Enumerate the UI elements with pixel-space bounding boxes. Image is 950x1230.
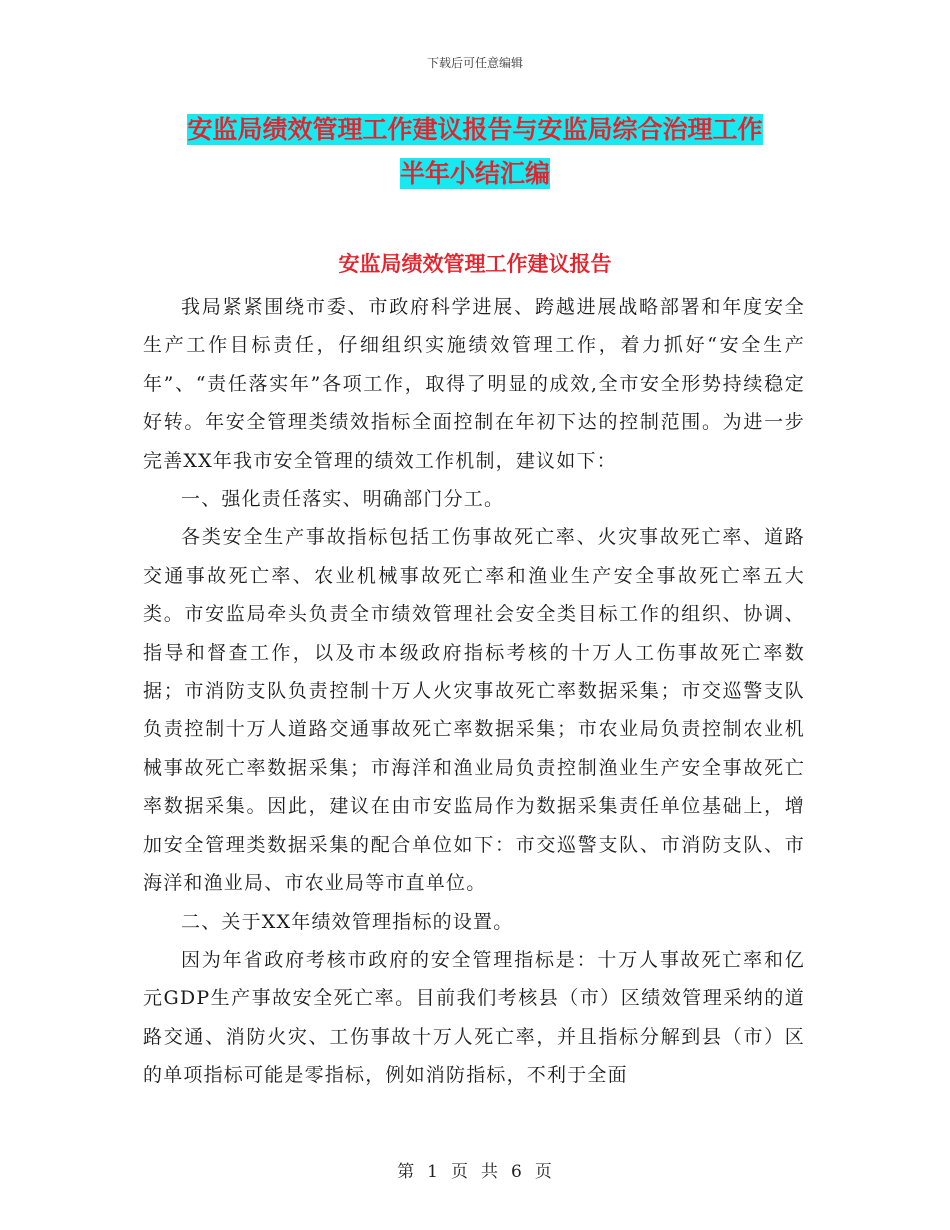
header-note: 下载后可任意编辑 bbox=[426, 56, 523, 70]
page-footer bbox=[0, 1157, 950, 1182]
paragraph: 一、强化责任落实、明确部门分工。 bbox=[181, 488, 505, 511]
footer-suffix: 页 bbox=[534, 1162, 553, 1182]
footer-total-pages: 6 bbox=[511, 1162, 523, 1182]
paragraph: 我局紧紧围绕市委、市政府科学进展、跨越进展战略部署和年度安全生产工作目标责任，仔细组织实施绩效管理工作，着力抓好“安全生产年”、“责任落实年”各项工作，取得了明显的成效,全市安全形势持续稳定好转。年安全管理类绩效指标全面控制在年初下达的控制范围。为进一步完善XX年我市安全管理的绩效工作机制，建议如下： bbox=[143, 296, 805, 472]
main-title-line-2 bbox=[0, 157, 950, 191]
main-title-text-1: 安监局绩效管理工作建议报告与安监局综合治理工作 bbox=[187, 115, 763, 144]
footer-mid2: 共 bbox=[481, 1162, 499, 1182]
main-title-line-1 bbox=[0, 113, 950, 147]
footer-page-number: 1 bbox=[427, 1162, 439, 1182]
main-title-text-2: 半年小结汇编 bbox=[399, 159, 550, 188]
paragraph: 各类安全生产事故指标包括工伤事故死亡率、火灾事故死亡率、道路交通事故死亡率、农业机械事故死亡率和渔业生产安全事故死亡率五大类。市安监局牵头负责全市绩效管理社会安全类目标工作的组织、协调、指导和督查工作，以及市本级政府指标考核的十万人工伤事故死亡率数据；市消防支队负责控制十万人火灾事故死亡率数据采集；市交巡警支队负责控制十万人道路交通事故死亡率数据采集；市农业局负责控制农业机械事故死亡率数据采集；市海洋和渔业局负责控制渔业生产安全事故死亡率数据采集。因此，建议在由市安监局作为数据采集责任单位基础上，增加安全管理类数据采集的配合单位如下：市交巡警支队、市消防支队、市海洋和渔业局、市农业局等市直单位。 bbox=[143, 526, 805, 895]
paragraph: 因为年省政府考核市政府的安全管理指标是：十万人事故死亡率和亿元GDP生产事故安全死亡率。目前我们考核县（市）区绩效管理采纳的道路交通、消防火灾、工伤事故十万人死亡率，并且指标分解到县（市）区的单项指标可能是零指标，例如消防指标，不利于全面 bbox=[143, 948, 805, 1087]
document-body bbox=[143, 288, 805, 1095]
footer-prefix: 第 bbox=[397, 1162, 416, 1182]
section-title: 安监局绩效管理工作建议报告 bbox=[338, 252, 612, 276]
footer-mid1: 页 bbox=[451, 1162, 469, 1182]
paragraph: 二、关于XX年绩效管理指标的设置。 bbox=[181, 910, 514, 933]
